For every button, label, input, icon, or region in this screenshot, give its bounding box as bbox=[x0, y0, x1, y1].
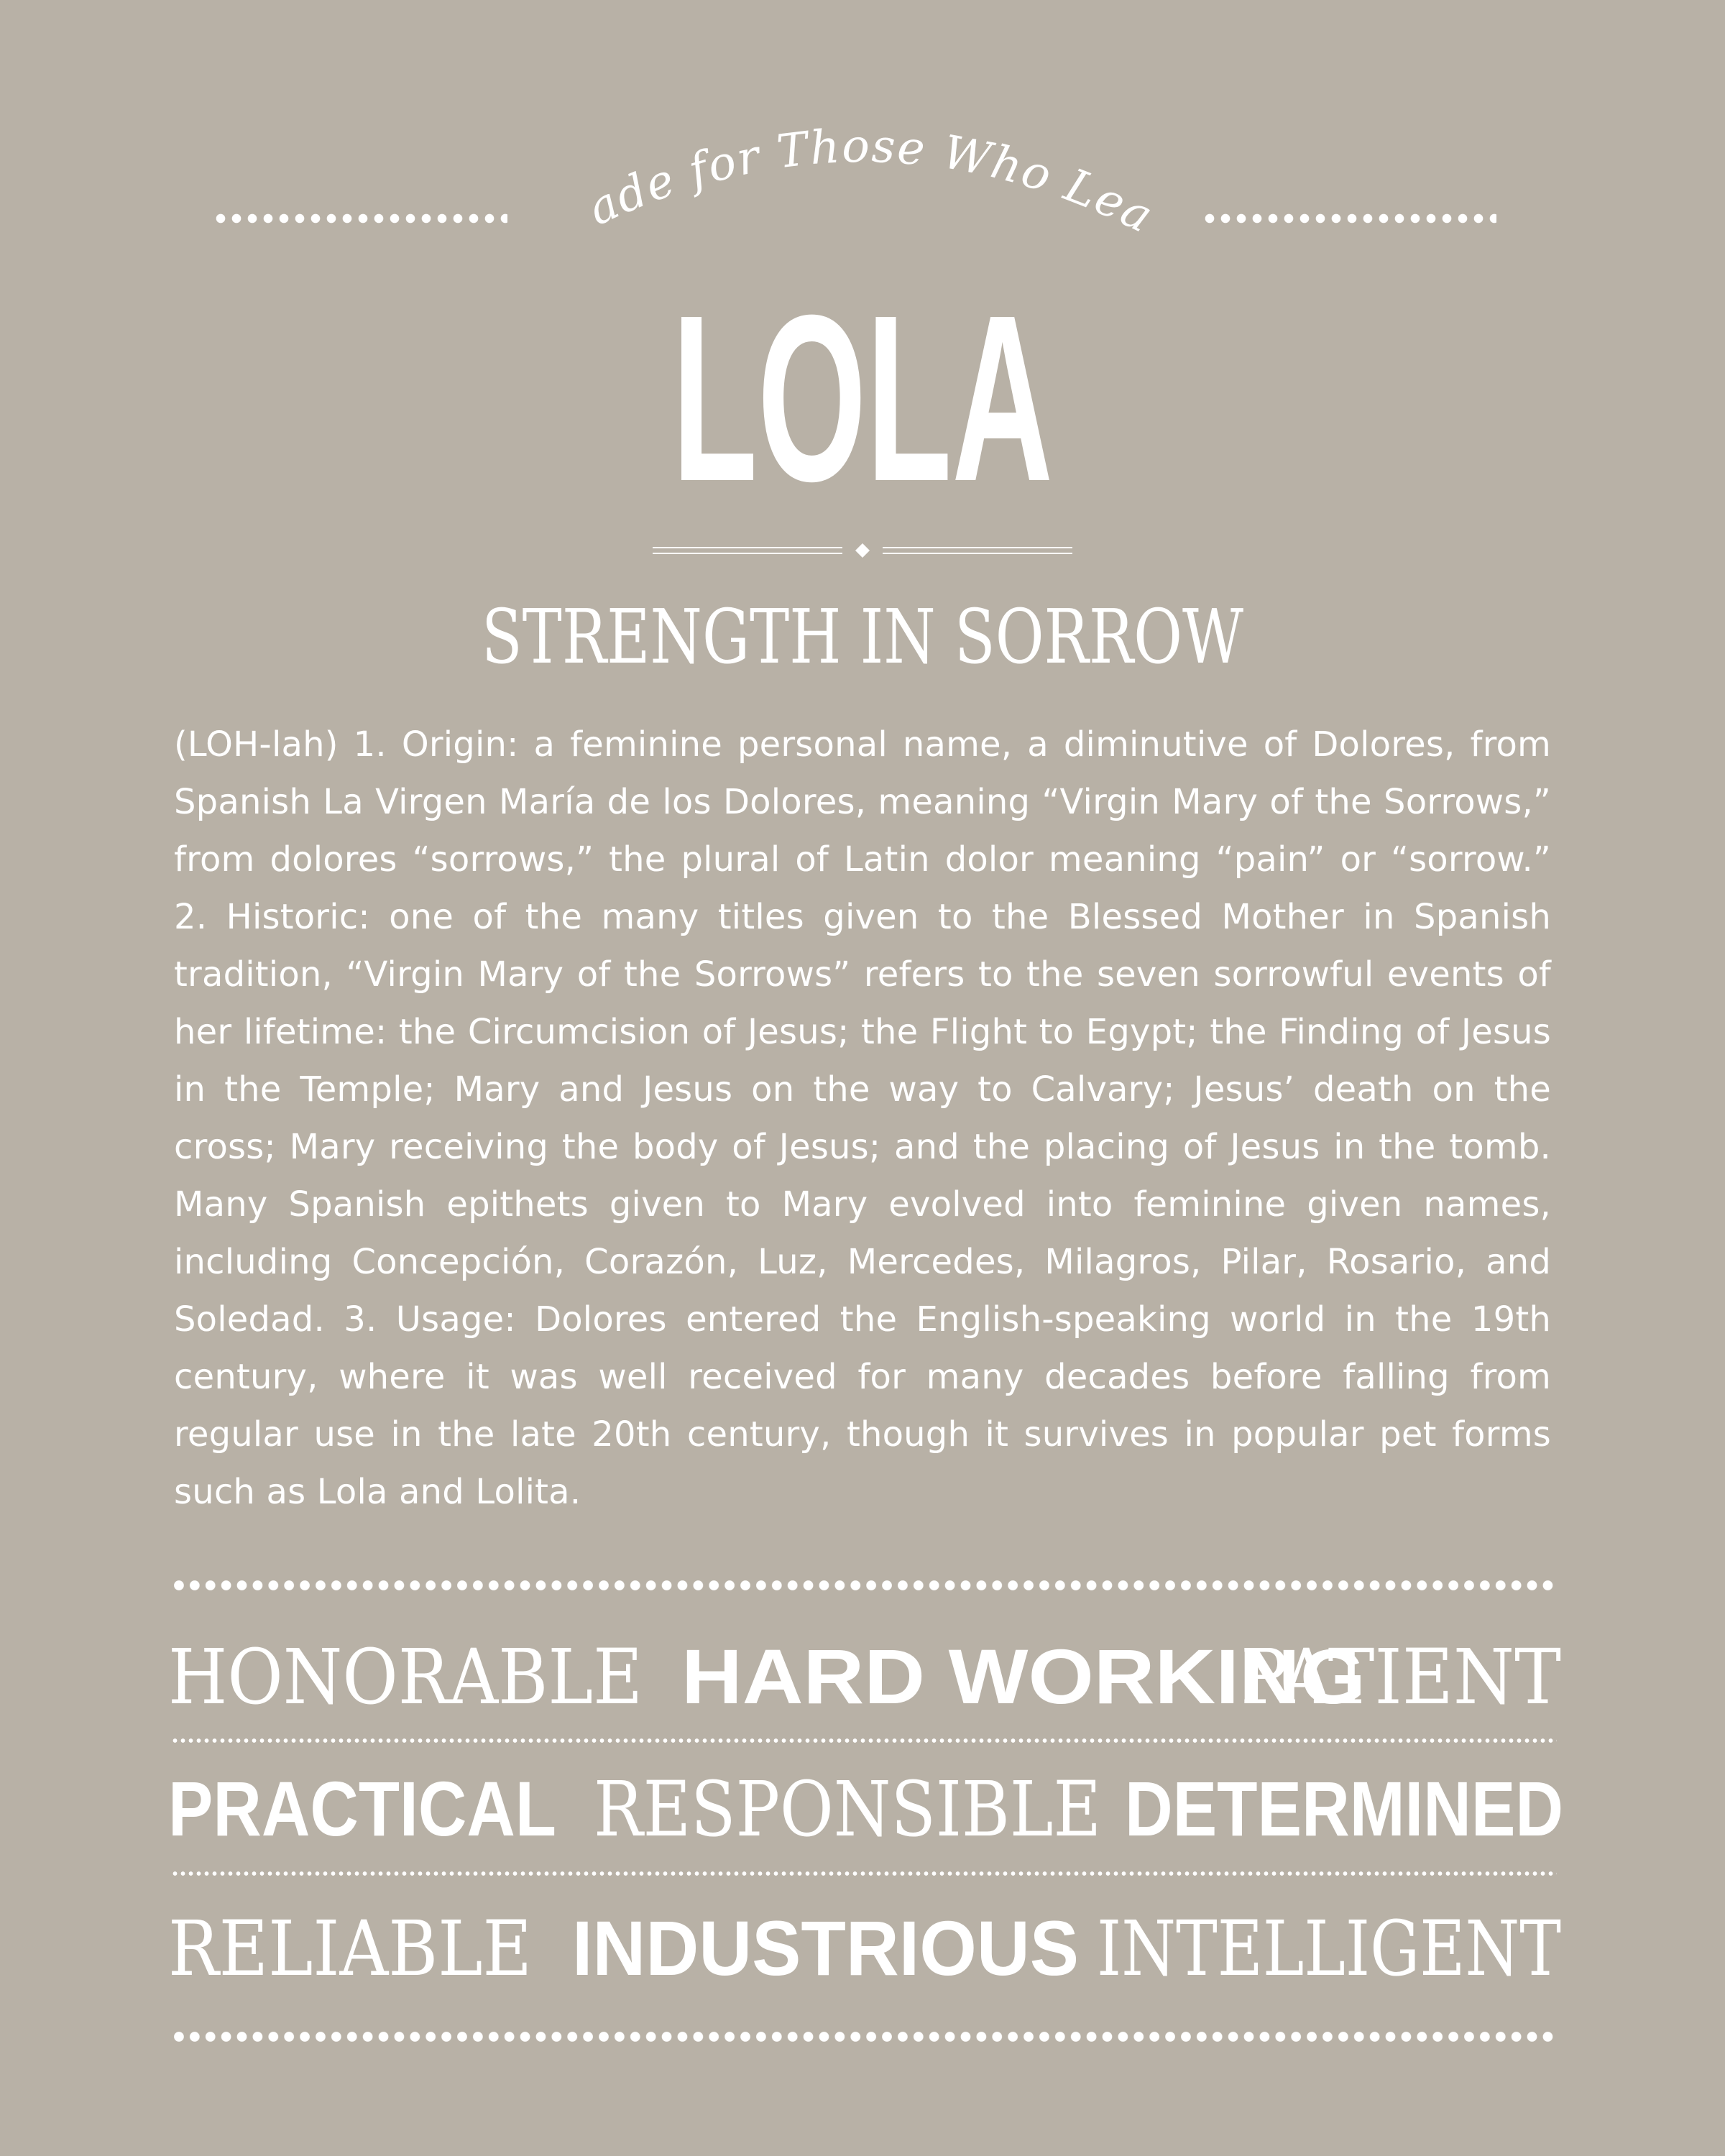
trait-row-1 bbox=[165, 1630, 1563, 1723]
tagline-right-dots bbox=[1202, 213, 1496, 224]
name-heading-wrap bbox=[0, 287, 1725, 503]
definition-paragraph: (LOH-lah) 1. Origin: a feminine personal name, a diminutive of Dolores, from Spanish La Virgen María de los Dolores, meaning “Virgin Mary of the Sorrows,” from dolores “sorrows,” the plural of Latin dolor meaning “pain” or “sorrow.” 2. Historic: one of the many titles given to the Blessed Mother in Spanish tradition, “Virgin Mary of the Sorrows” refers to the seven sorrowful events of her lifetime: the Circumcision of Jesus; the Flight to Egypt; the Finding of Jesus in the Temple; Mary and Jesus on the way to Calvary; Jesus’ death on the cross; Mary receiving the body of Jesus; and the placing of Jesus in the tomb. Many Spanish epithets given to Mary evolved into feminine given names, including Concepción, Corazón, Luz, Mercedes, Milagros, Pilar, Rosario, and Soledad. 3. Usage: Dolores entered the English-speaking world in the 19th century, where it was well received for many decades before falling from regular use in the late 20th century, though it survives in popular pet forms such as Lola and Lolita. bbox=[174, 724, 1551, 1512]
name-heading: LOLA bbox=[672, 287, 1053, 503]
tagline-row bbox=[0, 80, 1725, 244]
trait-reliable: RELIABLE bbox=[168, 1904, 532, 1993]
diamond-icon bbox=[855, 543, 870, 558]
trait-patient: PATIENT bbox=[1241, 1633, 1561, 1721]
subtitle-wrap bbox=[0, 589, 1725, 683]
ornament-divider bbox=[647, 538, 1078, 563]
trait-determined: DETERMINED bbox=[1125, 1765, 1563, 1852]
trait-row-2 bbox=[165, 1762, 1563, 1856]
dotted-divider-bottom bbox=[171, 2030, 1557, 2044]
trait-industrious: INDUSTRIOUS bbox=[572, 1904, 1079, 1991]
dotted-divider-top bbox=[171, 1578, 1557, 1593]
trait-honorable: HONORABLE bbox=[168, 1633, 643, 1721]
trait-intelligent: INTELLIGENT bbox=[1097, 1904, 1561, 1993]
trait-row-3 bbox=[165, 1902, 1563, 1995]
dotted-divider-2 bbox=[171, 1871, 1557, 1876]
dotted-divider-1 bbox=[171, 1738, 1557, 1743]
tagline bbox=[536, 80, 1164, 244]
tagline-left-dots bbox=[213, 213, 507, 224]
subtitle: STRENGTH IN SORROW bbox=[482, 593, 1244, 681]
trait-hard-working: HARD WORKING bbox=[681, 1633, 1366, 1720]
trait-responsible: RESPONSIBLE bbox=[594, 1765, 1101, 1853]
tagline-text: Made for Those Who Lead bbox=[536, 80, 1162, 244]
trait-practical: PRACTICAL bbox=[168, 1765, 556, 1852]
svg-text:Made for Those Who Lead bbox=[535, 80, 1162, 244]
